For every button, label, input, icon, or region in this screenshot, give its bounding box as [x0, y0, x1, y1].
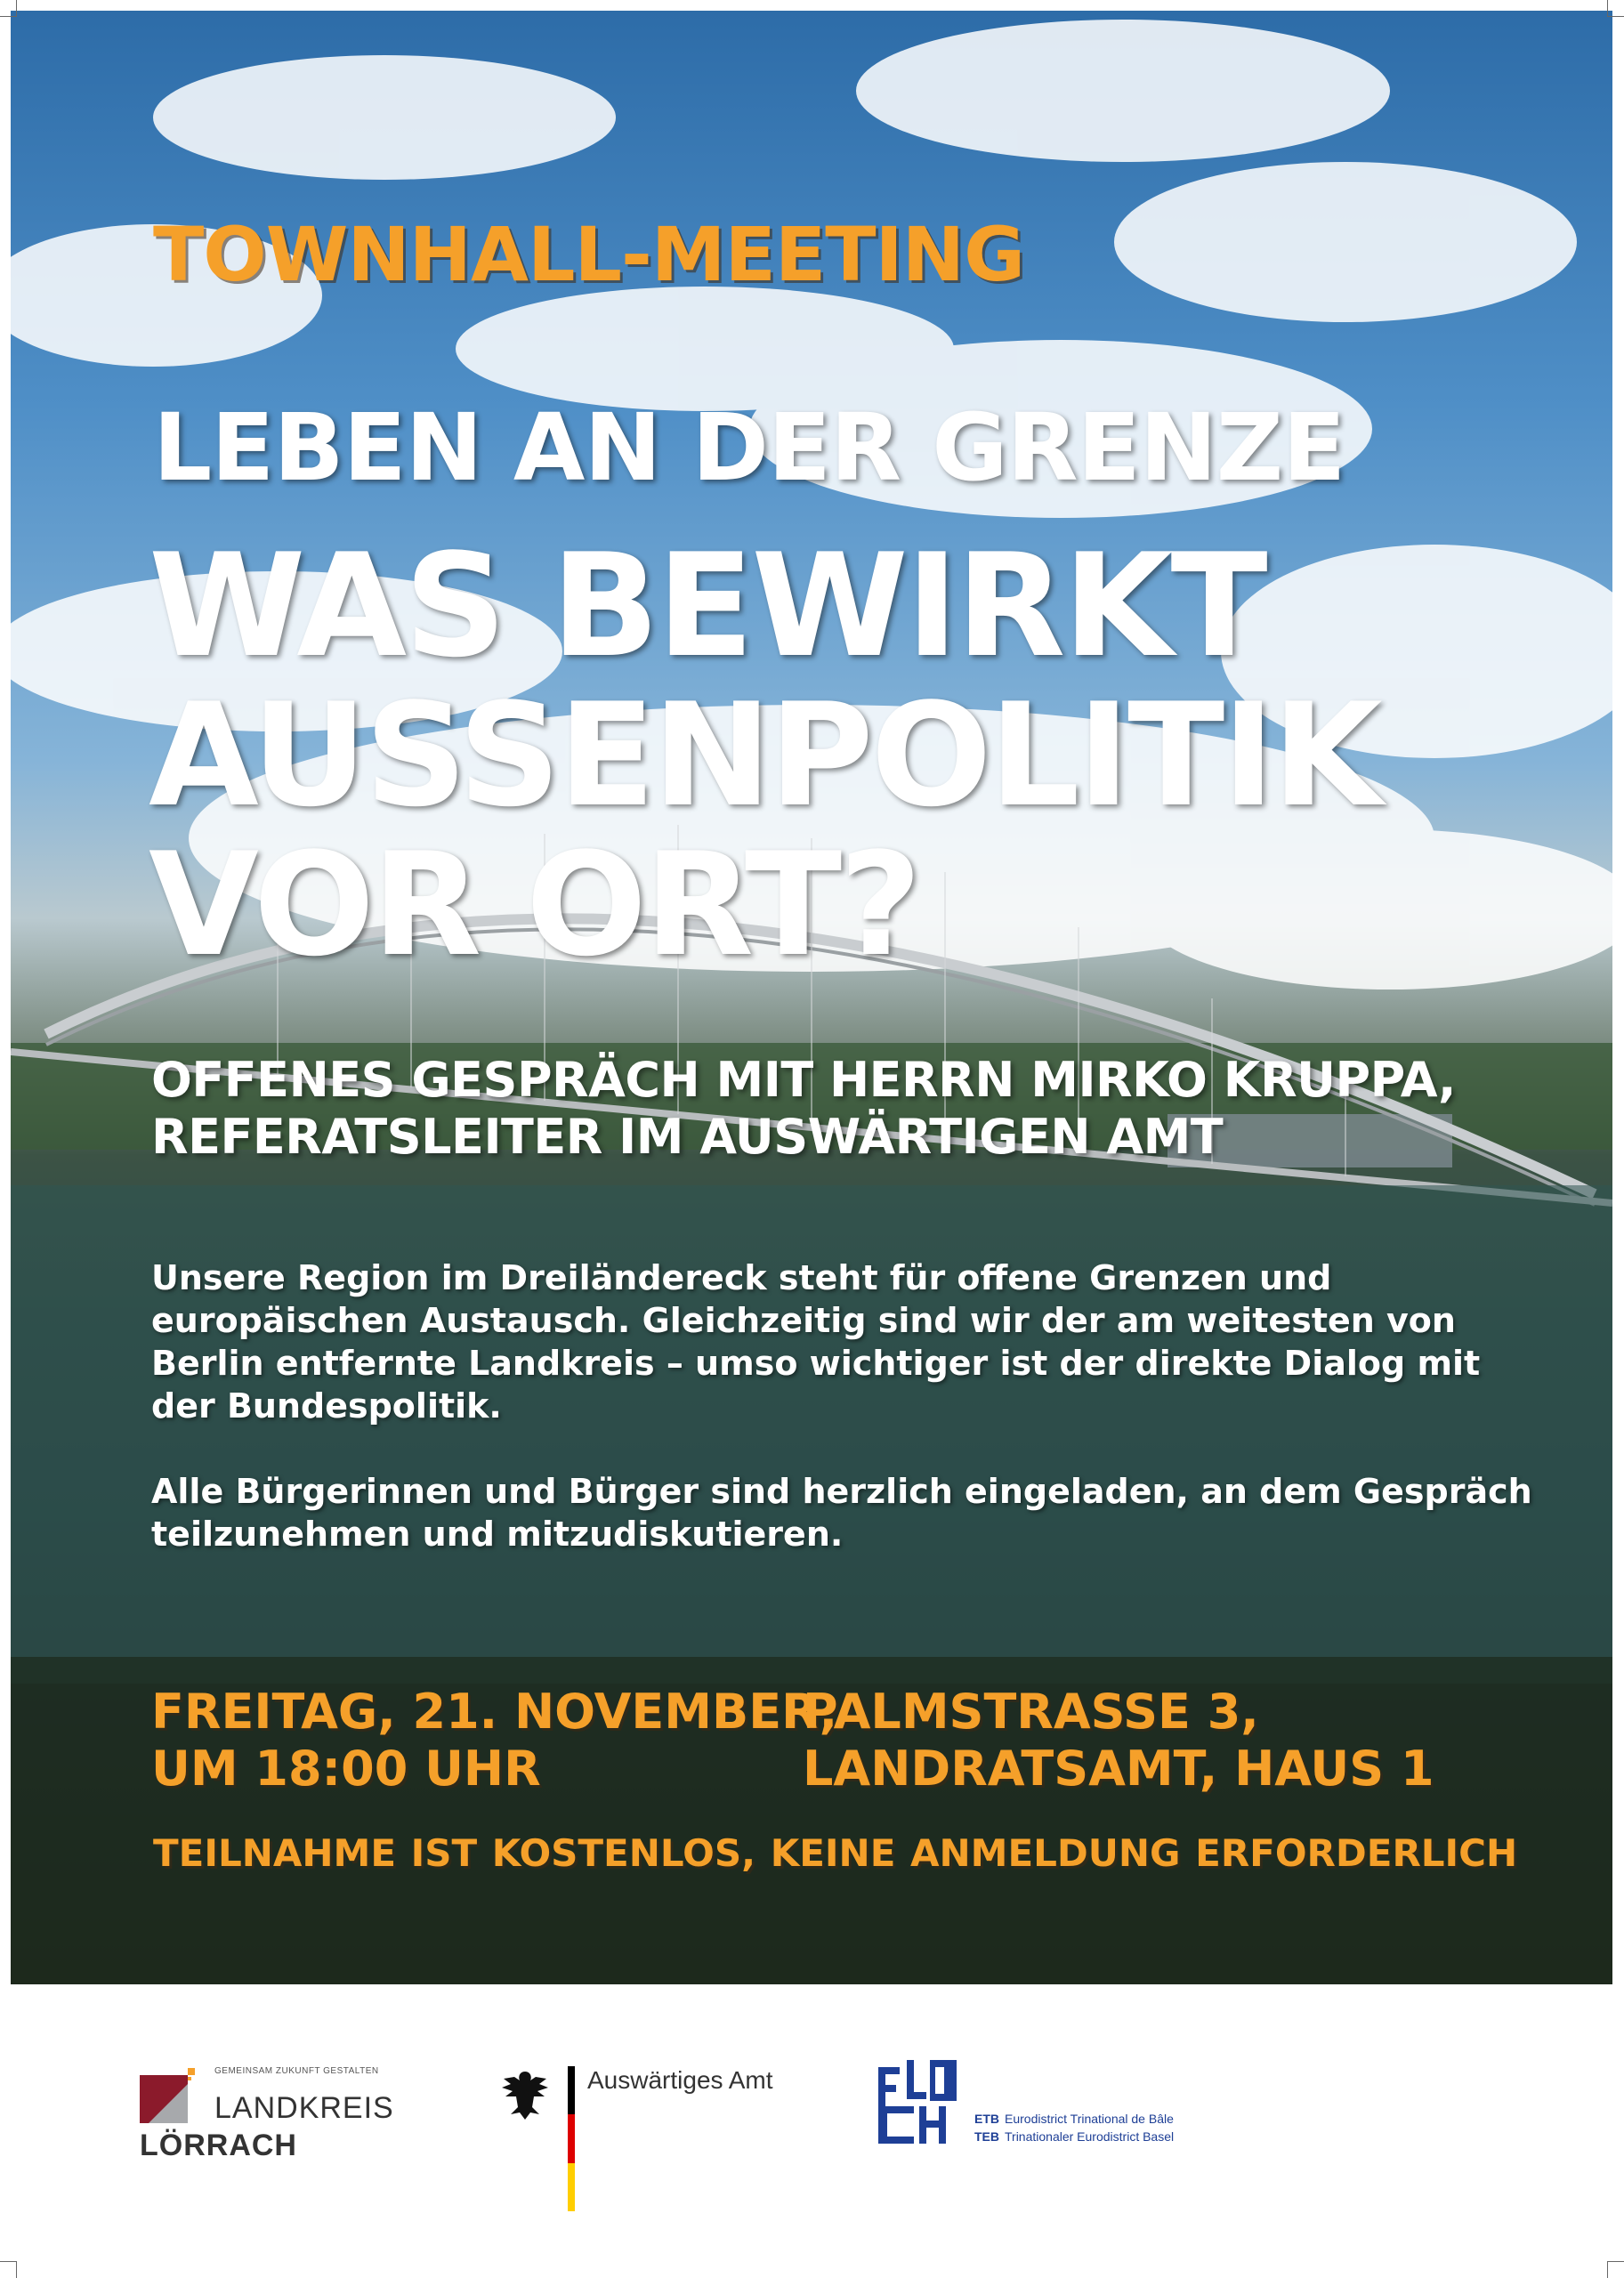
event-type-title: TOWNHALL-MEETING	[153, 211, 1025, 298]
event-poster	[11, 11, 1612, 1984]
federal-eagle-icon	[498, 2068, 552, 2123]
teb-abbr: TEB	[974, 2129, 999, 2144]
crop-mark	[0, 2261, 17, 2278]
admission-note: TEILNAHME IST KOSTENLOS, KEINE ANMELDUNG ERFORDERLICH	[153, 1831, 1518, 1875]
etb-line-german	[974, 2129, 1174, 2144]
crop-mark	[1607, 2261, 1624, 2278]
etb-abbr: ETB	[974, 2112, 999, 2126]
etb-text: Eurodistrict Trinational de Bâle	[1005, 2112, 1174, 2126]
headline-topic: LEBEN AN DER GRENZE	[153, 393, 1345, 502]
auswaertiges-amt-logo	[498, 2066, 783, 2213]
landkreis-tagline: GEMEINSAM ZUKUNFT GESTALTEN	[214, 2066, 379, 2076]
crop-mark	[0, 0, 17, 17]
landkreis-emblem-icon	[140, 2068, 195, 2123]
event-venue: PALMSTRASSE 3, LANDRATSAMT, HAUS 1	[803, 1684, 1434, 1797]
event-description	[151, 1256, 1539, 1598]
landkreis-loerrach-logo	[140, 2057, 394, 2164]
flag-bar-icon	[568, 2066, 575, 2211]
landkreis-name-line2: LÖRRACH	[140, 2129, 297, 2162]
description-paragraph: Alle Bürgerinnen und Bürger sind herzlich eingeladen, an dem Gespräch teilzunehmen und mitzudiskutieren.	[151, 1472, 1532, 1554]
headline-question: WAS BEWIRKT AUSSENPOLITIK VOR ORT?	[149, 522, 1380, 988]
landkreis-name-line1: LANDKREIS	[214, 2091, 394, 2125]
etb-eurodistrict-logo	[877, 2060, 1250, 2149]
auswaertiges-amt-name: Auswärtiges Amt	[587, 2066, 773, 2094]
etb-line-french	[974, 2112, 1174, 2126]
teb-text: Trinationaler Eurodistrict Basel	[1005, 2129, 1175, 2144]
description-paragraph: Unsere Region im Dreiländereck steht für offene Grenzen und europäischen Austausch. Gleichzeitig sind wir der am weitesten von Berlin entfernte Landkreis – umso wichtiger ist der direkte Dialog mit der Bundespolitik.	[151, 1258, 1481, 1426]
event-date-time: FREITAG, 21. NOVEMBER, UM 18:00 UHR	[151, 1684, 838, 1797]
crop-mark	[1607, 0, 1624, 17]
etb-emblem-icon	[877, 2060, 961, 2145]
speaker-info: OFFENES GESPRÄCH MIT HERRN MIRKO KRUPPA, REFERATSLEITER IM AUSWÄRTIGEN AMT	[151, 1052, 1457, 1165]
